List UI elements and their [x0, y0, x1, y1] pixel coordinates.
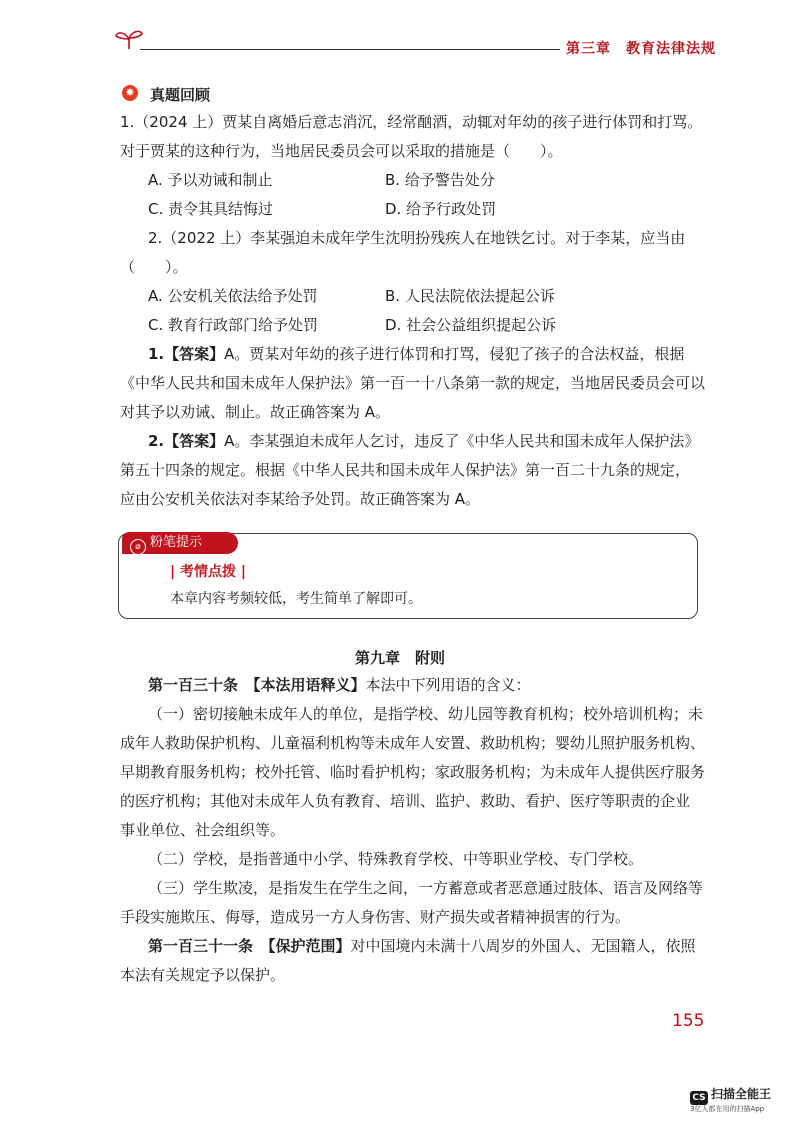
answer2-label: 2.【答案】 [148, 432, 225, 450]
art130-head-rest: 本法中下列用语的含义： [365, 676, 531, 694]
scanner-watermark [690, 1085, 771, 1105]
answer1-line1 [148, 345, 684, 363]
q2-line1: 2.（2022 上）李某强迫未成年学生沈明扮残疾人在地铁乞讨。对于李某，应当由 [148, 229, 686, 247]
art130-head: 第一百三十条 【本法用语释义】 [148, 676, 366, 694]
cs-logo-icon: CS [690, 1091, 708, 1105]
q2-option-c: C. 教育行政部门给予处罚 [148, 316, 319, 334]
q2-option-d: D. 社会公益组织提起公诉 [385, 316, 557, 334]
sprout-logo-icon [114, 28, 144, 50]
tip-body: 本章内容考频较低，考生简单了解即可。 [170, 591, 422, 607]
section-title: 真题回顾 [150, 86, 211, 104]
art130-p1-line3: 早期教育服务机构；校外托管、临时看护机构；家政服务机构；为未成年人提供医疗服务 [120, 763, 706, 781]
tip-subtitle: | 考情点拨 | [170, 564, 246, 580]
art130-p3-line2: 手段实施欺压、侮辱，造成另一方人身伤害、财产损失或者精神损害的行为。 [120, 908, 631, 926]
q1-option-d: D. 给予行政处罚 [385, 200, 497, 218]
art131-head-rest: 对中国境内未满十八周岁的外国人、无国籍人，依照 [350, 937, 696, 955]
q2-option-a: A. 公安机关依法给予处罚 [148, 287, 318, 305]
answer2-line2: 第五十四条的规定。根据《中华人民共和国未成年人保护法》第一百二十九条的规定， [120, 461, 691, 479]
header-chapter-title: 第三章 教育法律法规 [566, 41, 716, 57]
q1-option-b: B. 给予警告处分 [385, 171, 495, 189]
answer1-line3: 对其予以劝诫、制止。故正确答案为 A。 [120, 403, 391, 421]
answer1-text: A。贾某对年幼的孩子进行体罚和打骂，侵犯了孩子的合法权益，根据 [224, 345, 685, 363]
answer1-line2: 《中华人民共和国未成年人保护法》第一百一十八条第一款的规定，当地居民委员会可以 [120, 374, 706, 392]
art130-p1-line5: 事业单位、社会组织等。 [120, 821, 286, 839]
tip-tab-label: 粉笔提示 [150, 535, 203, 550]
art130-p1-line4: 的医疗机构；其他对未成年人负有教育、培训、监护、救助、看护、医疗等职责的企业 [120, 792, 691, 810]
art130-p1-line1: （一）密切接触未成年人的单位，是指学校、幼儿园等教育机构；校外培训机构；未 [148, 705, 704, 723]
q1-option-c: C. 责令其具结悔过 [148, 200, 274, 218]
art130-p3-line1: （三）学生欺凌，是指发生在学生之间，一方蓄意或者恶意通过肢体、语言及网络等 [148, 879, 704, 897]
art131-line2: 本法有关规定予以保护。 [120, 966, 286, 984]
sun-badge-icon: ✸ [122, 85, 138, 101]
page-number: 155 [672, 1011, 705, 1031]
q2-option-b: B. 人民法院依法提起公诉 [385, 287, 555, 305]
answer2-line1 [148, 432, 699, 450]
art131-head: 第一百三十一条 【保护范围】 [148, 937, 351, 955]
answer2-text: A。李某强迫未成年人乞讨，违反了《中华人民共和国未成年人保护法》 [224, 432, 700, 450]
tip-tab [122, 532, 238, 554]
art130-head-line [148, 676, 531, 694]
art131-head-line [148, 937, 696, 955]
chapter-title: 第九章 附则 [354, 649, 445, 667]
q2-line2: （ ）。 [120, 258, 188, 276]
watermark-tagline: 3亿人都在用的扫描App [690, 1105, 765, 1113]
answer2-line3: 应由公安机关依法对李某给予处罚。故正确答案为 A。 [120, 490, 481, 508]
watermark-name: 扫描全能王 [711, 1087, 772, 1101]
art130-p2: （二）学校，是指普通中小学、特殊教育学校、中等职业学校、专门学校。 [148, 850, 644, 868]
q1-option-a: A. 予以劝诫和制止 [148, 171, 273, 189]
q1-line2: 对于贾某的这种行为，当地居民委员会可以采取的措施是（ ）。 [120, 142, 563, 160]
q1-line1: 1.（2024 上）贾某自离婚后意志消沉，经常酗酒，动辄对年幼的孩子进行体罚和打骂。 [120, 113, 703, 131]
answer1-label: 1.【答案】 [148, 345, 225, 363]
no-pen-icon: ⌀ [130, 539, 146, 555]
header-rule [140, 49, 560, 50]
art130-p1-line2: 成年人救助保护机构、儿童福利机构等未成年人安置、救助机构；婴幼儿照护服务机构、 [120, 734, 706, 752]
